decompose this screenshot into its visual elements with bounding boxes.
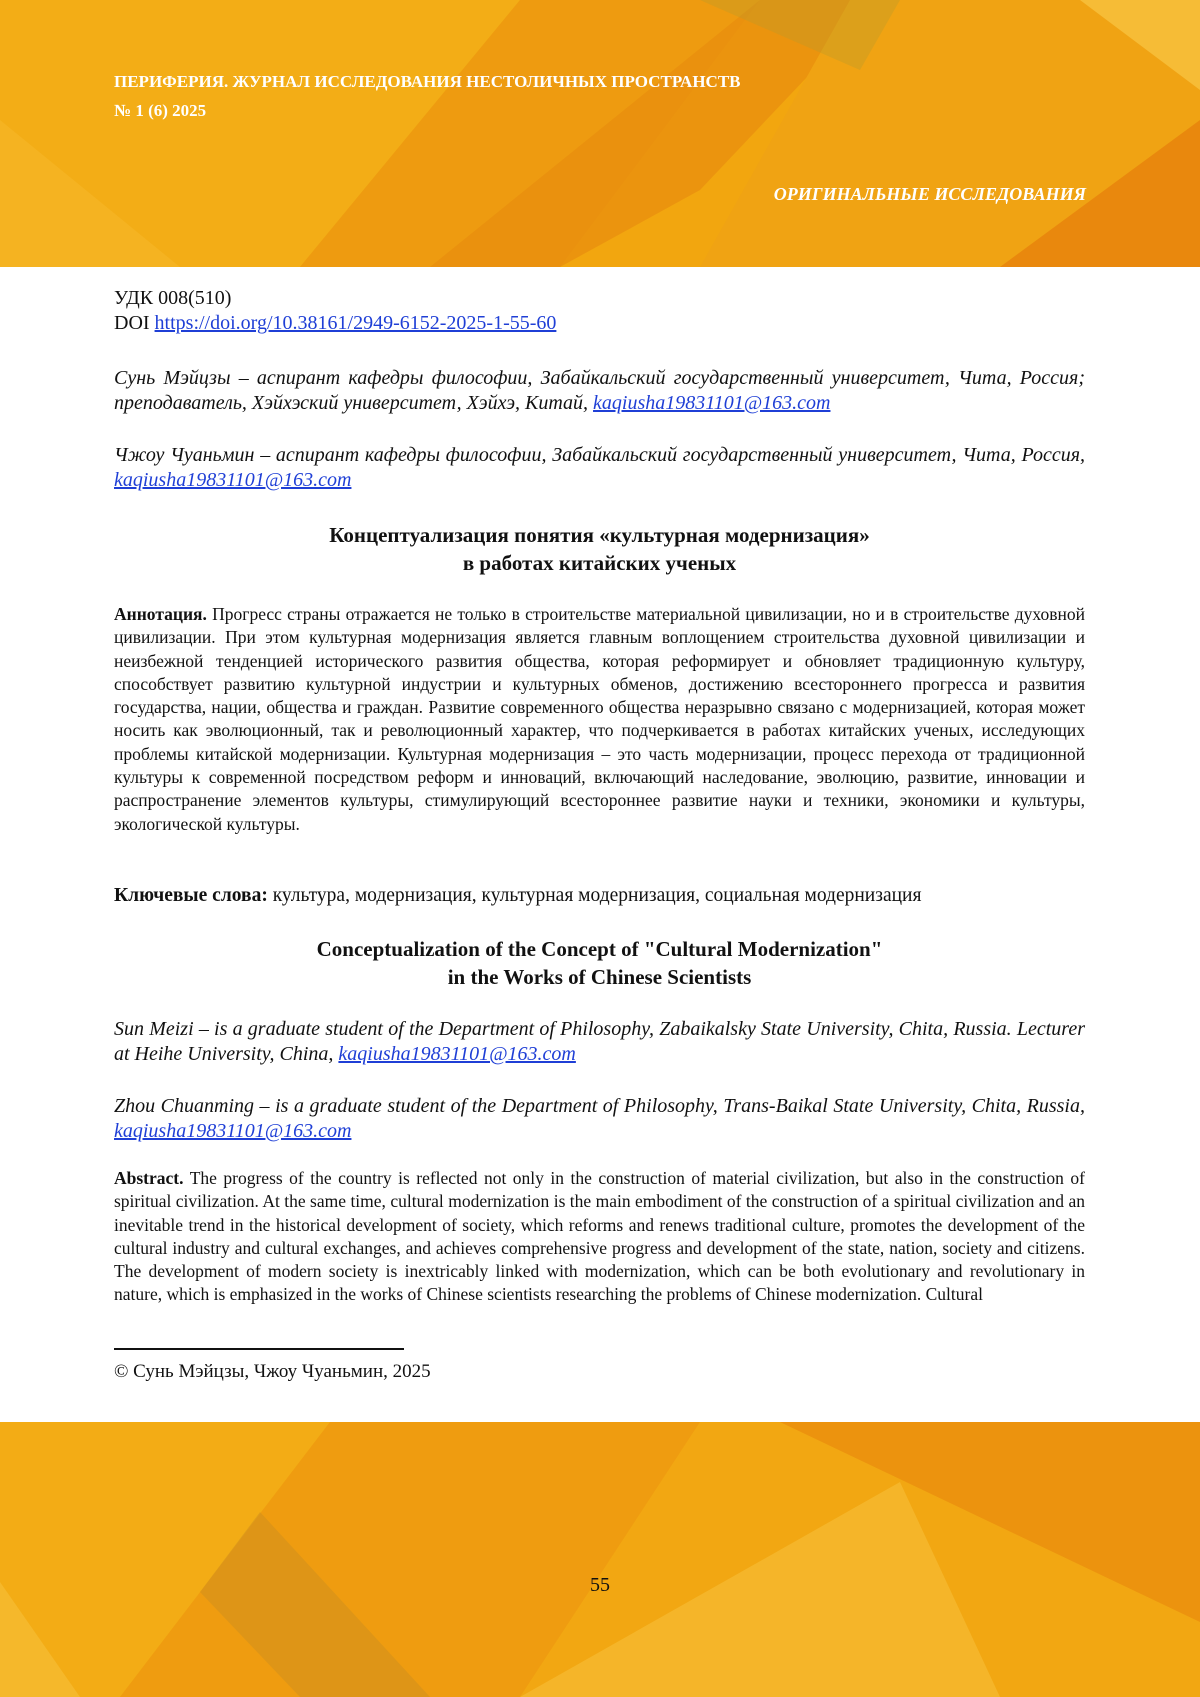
page-number: 55 xyxy=(590,1574,610,1596)
author-en-1-email[interactable]: kaqiusha19831101@163.com xyxy=(338,1043,576,1065)
section-label: ОРИГИНАЛЬНЫЕ ИССЛЕДОВАНИЯ xyxy=(773,184,1086,204)
copyright-footnote: © Сунь Мэйцзы, Чжоу Чуаньмин, 2025 xyxy=(114,1361,431,1382)
annotation-ru xyxy=(114,603,1085,836)
abstract-en xyxy=(114,1167,1085,1307)
author-en-1-text: Sun Meizi – is a graduate student of the Department of Philosophy, Zabaikalsky State University, Chita, Russia. Lecturer at Heihe University, China, xyxy=(114,1018,1085,1065)
author-ru-1-email[interactable]: kaqiusha19831101@163.com xyxy=(593,392,831,414)
header-band xyxy=(0,0,1200,267)
doi-link[interactable]: https://doi.org/10.38161/2949-6152-2025-1-55-60 xyxy=(154,312,557,334)
title-ru xyxy=(114,521,1085,577)
author-en-2-text: Zhou Chuanming – is a graduate student of the Department of Philosophy, Trans-Baikal State University, Chita, Russia, xyxy=(114,1095,1085,1117)
doi-label: DOI xyxy=(114,312,150,334)
title-ru-line2: в работах китайских ученых xyxy=(462,551,737,575)
keywords-ru-text: культура, модернизация, культурная модернизация, социальная модернизация xyxy=(272,885,922,906)
author-en-1 xyxy=(114,1017,1085,1067)
footnote-divider xyxy=(114,1348,404,1350)
annotation-ru-label: Аннотация. xyxy=(114,604,207,624)
udk: УДК 008(510) xyxy=(114,287,232,309)
author-en-2 xyxy=(114,1094,1085,1144)
author-ru-1-text: Сунь Мэйцзы – аспирант кафедры философии, Забайкальский государственный университет, Чита, Россия; преподаватель, Хэйхэский университет, Хэйхэ, Китай, xyxy=(114,367,1085,414)
annotation-ru-text: Прогресс страны отражается не только в строительстве материальной цивилизации, но и в строительстве духовной цивилизации. При этом культурная модернизация является главным воплощением строительства духовной цивилизации и неизбежной тенденцией исторического развития общества, которая реформирует и обновляет традиционную культуру, способствует развитию культурной индустрии и культурных обменов, достижению всестороннего прогресса и развития государства, нации, общества и граждан. Развитие современного общества неразрывно связано с модернизацией, которая может носить как эволюционный, так и революционный характер, что подчеркивается в работах китайских ученых, исследующих проблемы китайской модернизации. Культурная модернизация – это часть модернизации, процесс перехода от традиционной культуры к современной посредством реформ и инноваций, включающий наследование, эволюцию, развитие, инновации и распространение элементов культуры, стимулирующий всестороннее развитие науки и техники, экономики и культуры, экологической культуры. xyxy=(114,604,1085,834)
abstract-en-label: Abstract. xyxy=(114,1168,184,1188)
abstract-en-text: The progress of the country is reflected not only in the construction of material civilization, but also in the construction of spiritual civilization. At the same time, cultural modernization is the main embodiment of the construction of a spiritual civilization and an inevitable trend in the historical development of society, which reforms and renews traditional culture, promotes the development of the cultural industry and cultural exchanges, and achieves comprehensive progress and development of the state, nation, society and citizens. The development of modern society is inextricably linked with modernization, which can be both evolutionary and revolutionary in nature, which is emphasized in the works of Chinese scientists researching the problems of Chinese modernization. Cultural xyxy=(114,1168,1085,1305)
author-ru-1 xyxy=(114,366,1085,416)
author-ru-2-text: Чжоу Чуаньмин – аспирант кафедры философии, Забайкальский государственный университет, Чита, Россия, xyxy=(114,444,1085,466)
title-ru-line1: Концептуализация понятия «культурная модернизация» xyxy=(329,523,870,547)
footer-band xyxy=(0,1422,1200,1697)
author-ru-2-email[interactable]: kaqiusha19831101@163.com xyxy=(114,469,352,491)
keywords-ru-label: Ключевые слова: xyxy=(114,885,268,906)
author-ru-2 xyxy=(114,443,1085,493)
footer-band-decoration xyxy=(0,1422,1200,1697)
keywords-ru xyxy=(114,883,1085,908)
title-en-line1: Conceptualization of the Concept of "Cultural Modernization" xyxy=(316,937,883,961)
issue-number: № 1 (6) 2025 xyxy=(114,101,207,120)
author-en-2-email[interactable]: kaqiusha19831101@163.com xyxy=(114,1120,352,1142)
doi-line xyxy=(114,311,1085,336)
title-en xyxy=(114,935,1085,991)
title-en-line2: in the Works of Chinese Scientists xyxy=(447,965,752,989)
journal-title: ПЕРИФЕРИЯ. ЖУРНАЛ ИССЛЕДОВАНИЯ НЕСТОЛИЧНЫХ ПРОСТРАНСТВ xyxy=(114,72,741,91)
header-band-decoration xyxy=(0,0,1200,267)
